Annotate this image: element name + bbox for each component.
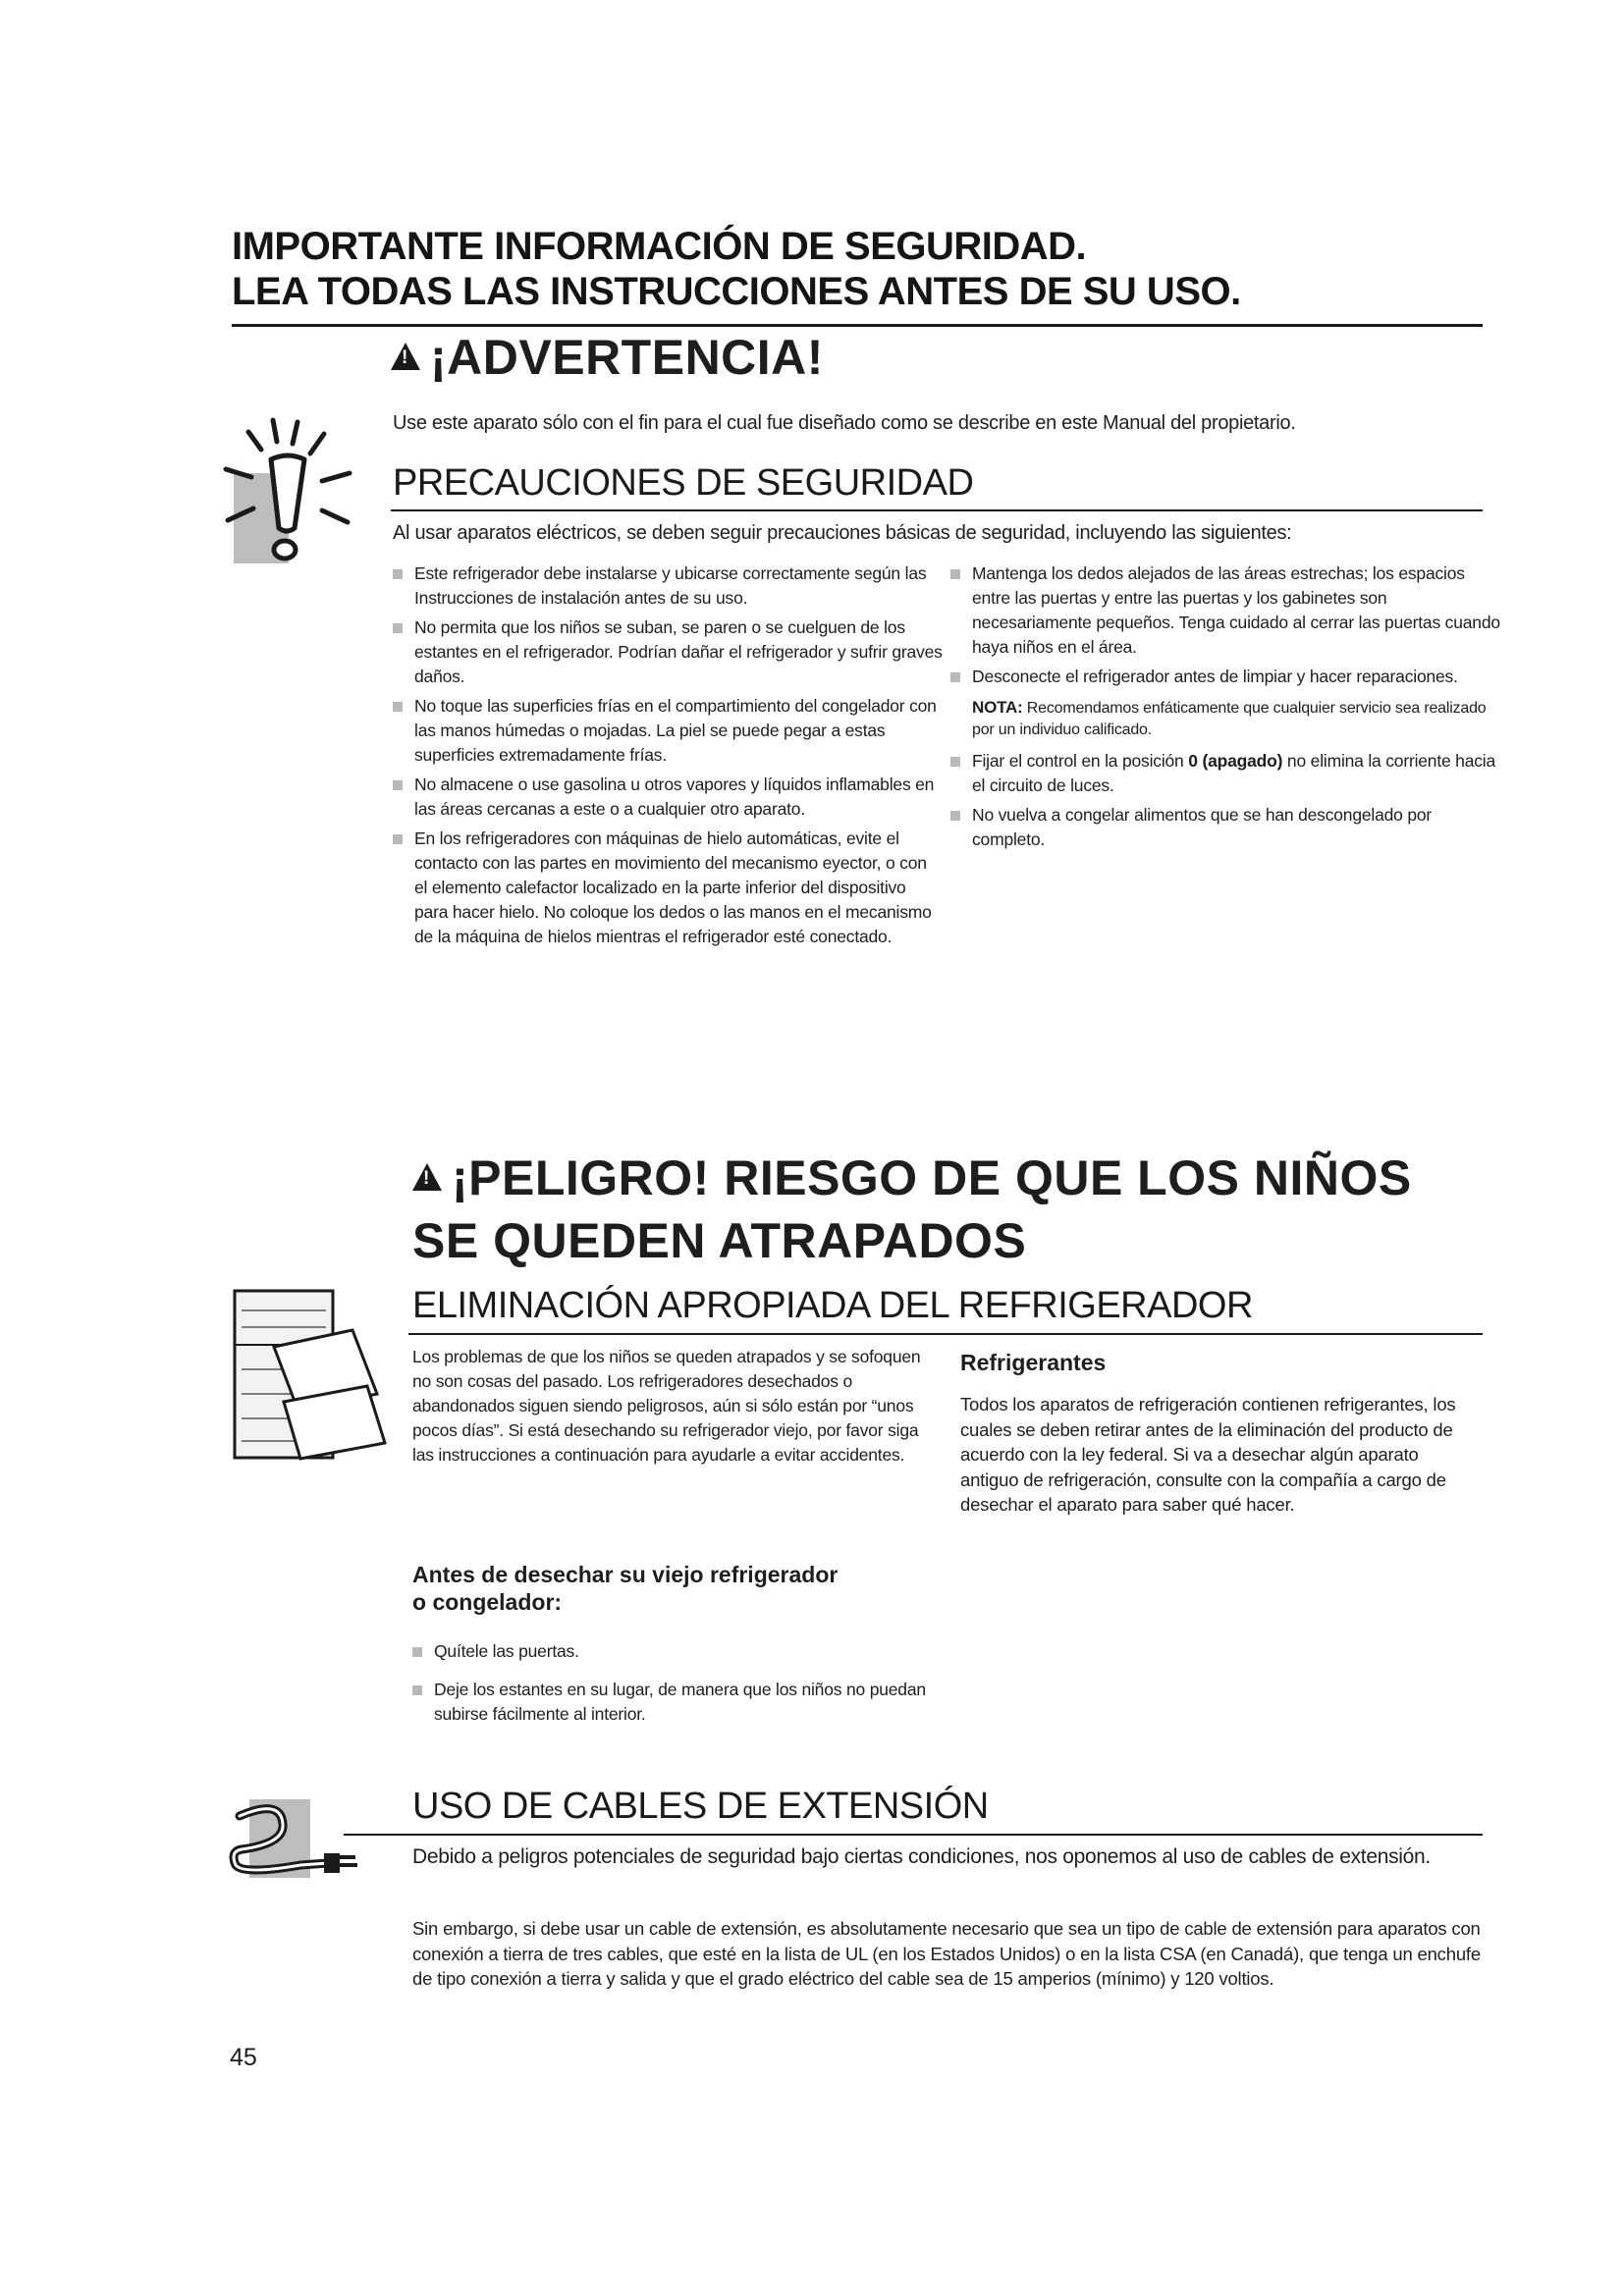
danger-title-line-2: SE QUEDEN ATRAPADOS bbox=[412, 1213, 1027, 1268]
refrigerants-heading: Refrigerantes bbox=[960, 1350, 1107, 1375]
disposal-divider bbox=[408, 1333, 1483, 1335]
refrigerator-icon bbox=[230, 1286, 387, 1463]
precaution-item: No toque las superficies frías en el compartimiento del congelador con las manos húmedas o mojadas. La piel se puede pegar a estas superficies extremadamente frías. bbox=[393, 694, 943, 768]
precaution-item: Desconecte el refrigerador antes de limpiar y hacer reparaciones. bbox=[950, 665, 1500, 689]
warning-triangle-icon bbox=[412, 1163, 442, 1191]
extension-divider bbox=[344, 1834, 1483, 1836]
warning-title-text: ¡ADVERTENCIA! bbox=[430, 330, 824, 385]
service-note: NOTA: Recomendamos enfáticamente que cualquier servicio sea realizado por un individuo calificado. bbox=[972, 698, 1487, 738]
extension-body: Sin embargo, si debe usar un cable de extensión, es absolutamente necesario que sea un tipo de cable de extensión para aparatos con conexión a tierra de tres cables, que esté en la lista de UL (en los Estados Unidos) o en la lista CSA (en Canadá), que tenga un enchufe de tipo conexión a tierra y salida y que el grado eléctrico del cable sea de 15 amperios (mínimo) y 120 voltios. bbox=[412, 1918, 1481, 1989]
header-line-1: IMPORTANTE INFORMACIÓN DE SEGURIDAD. bbox=[232, 225, 1087, 268]
disposal-body: Los problemas de que los niños se queden atrapados y se sofoquen no son cosas del pasado. Los refrigeradores desechados o abandonados siguen siendo peligrosos, aún si sólo están por “unos pocos días”. Si está desechando su refrigerador viejo, por favor siga las instrucciones a continuación para ayudarle a evitar accidentes. bbox=[412, 1347, 921, 1465]
extension-cord-icon bbox=[222, 1794, 369, 1883]
bullet-square-icon bbox=[950, 811, 960, 821]
precaution-item: No permita que los niños se suban, se paren o se cuelguen de los estantes en el refrigerador. Podrían dañar el refrigerador y sufrir graves daños. bbox=[393, 615, 943, 689]
bullet-square-icon bbox=[393, 834, 403, 844]
bullet-square-icon bbox=[950, 672, 960, 682]
disposal-subheading: Antes de desechar su viejo refrigerador o congelador: bbox=[412, 1562, 839, 1615]
precautions-divider bbox=[391, 509, 1483, 511]
danger-title bbox=[412, 1147, 1412, 1272]
precaution-item: En los refrigeradores con máquinas de hielo automáticas, evite el contacto con las partes en movimiento del mecanismo eyector, o con el elemento calefactor localizado en la parte inferior del dispositivo para hacer hielo. No coloque los dedos o las manos en el mecanismo de la máquina de hielos mientras el refrigerador esté conectado. bbox=[393, 827, 943, 949]
precaution-item: No vuelva a congelar alimentos que se han descongelado por completo. bbox=[950, 803, 1500, 852]
bullet-square-icon bbox=[412, 1685, 422, 1695]
caution-exclamation-icon bbox=[214, 412, 361, 569]
precautions-heading: PRECAUCIONES DE SEGURIDAD bbox=[393, 462, 974, 504]
precautions-right-column bbox=[950, 561, 1500, 857]
warning-triangle-icon bbox=[391, 343, 420, 370]
bullet-square-icon bbox=[950, 569, 960, 579]
bullet-square-icon bbox=[393, 569, 403, 579]
precaution-item: Este refrigerador debe instalarse y ubicarse correctamente según las Instrucciones de instalación antes de su uso. bbox=[393, 561, 943, 611]
header-line-2: LEA TODAS LAS INSTRUCCIONES ANTES DE SU USO. bbox=[232, 270, 1241, 313]
extension-heading: USO DE CABLES DE EXTENSIÓN bbox=[412, 1786, 989, 1827]
precaution-item: No almacene o use gasolina u otros vapores y líquidos inflamables en las áreas cercanas a este o a cualquier otro aparato. bbox=[393, 773, 943, 822]
page-header bbox=[232, 224, 1479, 314]
precaution-item: Mantenga los dedos alejados de las áreas estrechas; los espacios entre las puertas y entre las puertas y los gabinetes son necesariamente pequeños. Tenga cuidado al cerrar las puertas cuando haya niños en el área. bbox=[950, 561, 1500, 660]
precautions-left-column bbox=[393, 561, 943, 954]
bullet-square-icon bbox=[393, 780, 403, 790]
bullet-square-icon bbox=[412, 1647, 422, 1657]
warning-title bbox=[391, 330, 824, 385]
page-number: 45 bbox=[230, 2044, 257, 2071]
precaution-item: Fijar el control en la posición 0 (apagado) no elimina la corriente hacia el circuito de luces. bbox=[950, 749, 1500, 798]
disposal-bullet: Deje los estantes en su lugar, de manera que los niños no puedan subirse fácilmente al interior. bbox=[412, 1678, 962, 1727]
warning-intro: Use este aparato sólo con el fin para el cual fue diseñado como se describe en este Manual del propietario. bbox=[393, 412, 1296, 434]
danger-title-line-1: ¡PELIGRO! RIESGO DE QUE LOS NIÑOS bbox=[452, 1150, 1412, 1205]
extension-intro: Debido a peligros potenciales de seguridad bajo ciertas condiciones, nos oponemos al uso de cables de extensión. bbox=[412, 1845, 1431, 1868]
bullet-square-icon bbox=[393, 702, 403, 712]
bullet-square-icon bbox=[950, 757, 960, 767]
header-divider bbox=[232, 324, 1483, 327]
refrigerants-body: Todos los aparatos de refrigeración contienen refrigerantes, los cuales se deben retirar antes de la eliminación del producto de acuerdo con la ley federal. Si va a desechar algún aparato antiguo de refrigeración, consulte con la compañía a cargo de desechar el aparato para saber qué hacer. bbox=[960, 1394, 1456, 1515]
disposal-bullets bbox=[412, 1639, 962, 1727]
precautions-intro: Al usar aparatos eléctricos, se deben seguir precauciones básicas de seguridad, incluyendo las siguientes: bbox=[393, 522, 1292, 544]
disposal-heading: ELIMINACIÓN APROPIADA DEL REFRIGERADOR bbox=[412, 1285, 1253, 1326]
disposal-bullet: Quítele las puertas. bbox=[412, 1639, 962, 1664]
bullet-square-icon bbox=[393, 623, 403, 633]
